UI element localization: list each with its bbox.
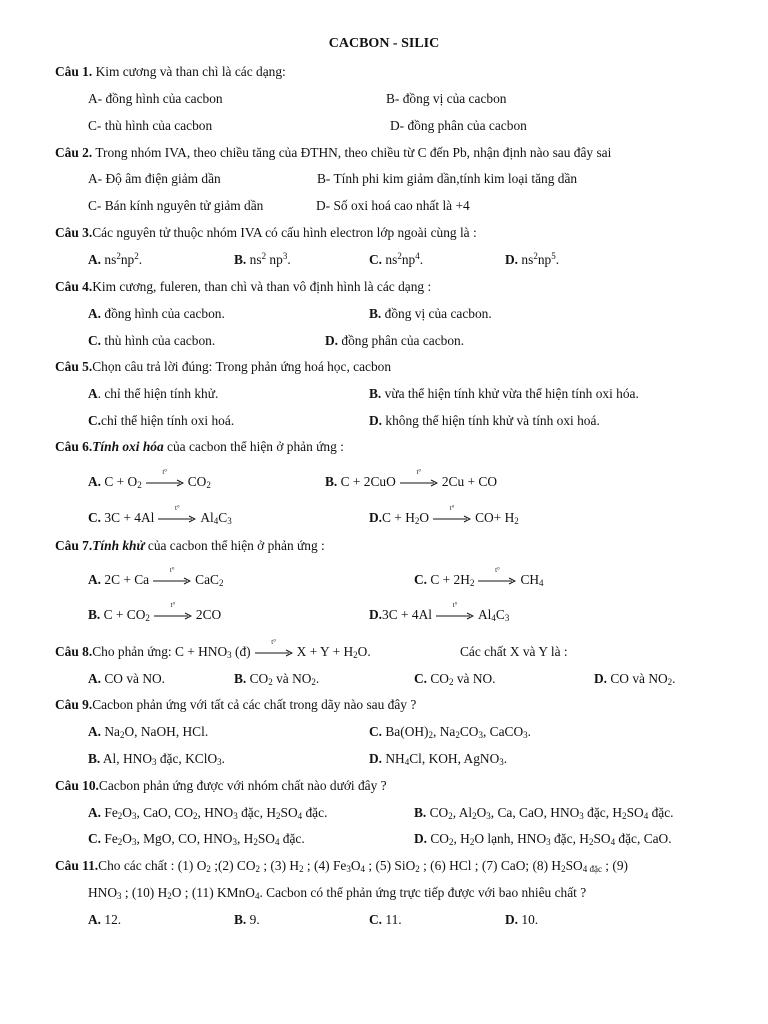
question-text: Trong nhóm IVA, theo chiều tăng của ĐTHN, theo chiều từ C đến Pb, nhận định nào sau đây sai [92, 145, 612, 160]
q9-option-d[interactable]: D. $NH_4Cl$, KOH, AgNO$_3$. [369, 751, 508, 767]
q10-option-b[interactable]: B. $CO_2$, $Al_2O_3$, Ca, CaO, $HNO_3$ đặc, $H_2SO_4$ đặc. [414, 805, 674, 821]
question-11-continued: $HNO_3$ ; (10) $H_2O$ ; (11) KMnO$_4$. Cacbon có thể phản ứng trực tiếp được với bao nhiêu chất ? [88, 885, 587, 901]
question-3 [55, 225, 477, 241]
q2-option-c[interactable]: C- Bán kính nguyên tử giảm dần [88, 198, 264, 213]
q11-option-c[interactable]: C. 11. [369, 912, 402, 927]
question-text: Cacbon phản ứng được với nhóm chất nào dưới đây ? [98, 778, 387, 793]
reaction-arrow-icon: t° [146, 477, 184, 489]
q10-option-c[interactable]: C. $Fe_2O_3$, MgO, CO, $HNO_3$, $H_2SO_4$ đặc. [88, 831, 305, 847]
q8-option-b[interactable]: B. $CO_2$ và $NO_2$. [234, 671, 320, 687]
question-text: Các nguyên tử thuộc nhóm IVA có cấu hình electron lớp ngoài cùng là : [92, 225, 477, 240]
question-5 [55, 359, 391, 375]
question-label: Câu 11. [55, 858, 99, 873]
question-9 [55, 697, 416, 713]
reaction-arrow-icon: t° [400, 477, 438, 489]
q7-option-d[interactable]: D.3C + 4Al t° $Al_4C_3$ [369, 600, 510, 623]
q6-option-d[interactable]: $D.C + H_2O$ t° $CO+ H_2$ [369, 503, 519, 526]
question-7 [55, 538, 325, 554]
question-11: Câu 11.Cho các chất : (1) $O_2$ ;(2) $CO_2$ ; (3) $H_2$ ; (4) $Fe_3O_4$ ; (5) SiO$_2$ ; (6) HCl ; (7) CaO; (8) $H_2SO_{4 đặc}$ ; (9) [55, 858, 628, 874]
q8-option-a[interactable]: A. CO và NO. [88, 671, 166, 686]
q9-option-c[interactable]: C. $Ba(OH)_2$, $Na_2CO_3$, CaCO$_3$. [369, 724, 531, 740]
question-emphasis: Tính oxi hóa [92, 439, 164, 454]
q3-option-d[interactable]: D. $ns^2np^5$. [505, 251, 560, 267]
question-text: Kim cương, fuleren, than chì và than vô định hình là các dạng : [92, 279, 432, 294]
question-4 [55, 279, 431, 295]
reaction-arrow-icon: t° [478, 575, 516, 587]
q3-option-c[interactable]: C. $ns^2np^4$. [369, 251, 424, 267]
q8-option-c[interactable]: C. $CO_2$ và NO. [414, 671, 496, 687]
question-label: Câu 6. [55, 439, 93, 454]
question-text: của cacbon thể hiện ở phản ứng : [163, 439, 344, 454]
question-label: Câu 2. [55, 145, 93, 160]
question-label: Câu 9. [55, 697, 93, 712]
q6-option-c[interactable]: C. 3C + 4Al t° $Al_4C_3$ [88, 503, 232, 526]
reaction-arrow-icon: t° [433, 513, 471, 525]
q4-option-b[interactable]: B. đồng vị của cacbon. [369, 306, 492, 321]
q1-option-b[interactable]: B- đồng vị của cacbon [386, 91, 507, 106]
q11-option-b[interactable]: B. 9. [234, 912, 260, 927]
q7-option-c[interactable]: C. $C + 2H_2$ t° $CH_4$ [414, 565, 544, 588]
q1-option-c[interactable]: C- thù hình của cacbon [88, 118, 213, 133]
question-1 [55, 64, 286, 80]
page-title: CACBON - SILIC [328, 36, 440, 51]
question-label: Câu 7. [55, 538, 93, 553]
q5-option-a[interactable]: A. chỉ thể hiện tính khử. [88, 386, 219, 401]
q3-option-a[interactable]: A. $ns^2np^2$. [88, 251, 143, 267]
question-text: của cacbon thể hiện ở phản ứng : [144, 538, 325, 553]
question-2 [55, 145, 611, 161]
q11-option-a[interactable]: A. 12. [88, 912, 122, 927]
question-label: Câu 1. [55, 64, 93, 79]
reaction-arrow-icon: t° [255, 647, 293, 659]
q3-option-b[interactable]: B. $ns^2$ $np^3$. [234, 251, 291, 267]
q5-option-d[interactable]: D. không thể hiện tính khử và tính oxi hoá. [369, 413, 600, 428]
question-label: Câu 8. [55, 644, 93, 659]
question-label: Câu 5. [55, 359, 93, 374]
reaction-arrow-icon: t° [154, 610, 192, 622]
q6-option-a[interactable]: A. $C + O_2$ t° $CO_2$ [88, 467, 211, 490]
question-text: Cacbon phản ứng với tất cả các chất trong dãy nào sau đây ? [92, 697, 417, 712]
question-label: Câu 4. [55, 279, 93, 294]
q10-option-d[interactable]: D. $CO_2$, $H_2O$ lạnh, $HNO_3$ đặc, $H_2SO_4$ đặc, CaO. [414, 831, 672, 847]
reaction-arrow-icon: t° [153, 575, 191, 587]
q6-option-b[interactable]: B. C + 2CuO t° 2Cu + CO [325, 467, 497, 489]
q1-option-d[interactable]: D- đồng phân của cacbon [390, 118, 527, 133]
q9-option-a[interactable]: A. $Na_2O$, NaOH, HCl. [88, 724, 209, 740]
q4-option-d[interactable]: D. đồng phân của cacbon. [325, 333, 465, 348]
q11-option-d[interactable]: D. 10. [505, 912, 539, 927]
q2-option-b[interactable]: B- Tính phi kim giảm dần,tính kim loại tăng dần [317, 171, 578, 186]
q8-option-d[interactable]: D. CO và $NO_2$. [594, 671, 676, 687]
q10-option-a[interactable]: A. $Fe_2O_3$, CaO, $CO_2$, $HNO_3$ đặc, $H_2SO_4$ đặc. [88, 805, 328, 821]
reaction-arrow-icon: t° [158, 513, 196, 525]
question-emphasis: Tính khử [92, 538, 145, 553]
question-text: Chọn câu trả lời đúng: Trong phản ứng hoá học, cacbon [92, 359, 392, 374]
q5-option-b[interactable]: B. vừa thể hiện tính khử vừa thể hiện tính oxi hóa. [369, 386, 639, 401]
q8-question-tail: Các chất X và Y là : [460, 644, 568, 659]
q7-option-a[interactable]: A. 2C + Ca t° CaC$_2$ [88, 565, 224, 588]
q4-option-c[interactable]: C. thù hình của cacbon. [88, 333, 216, 348]
q5-option-c[interactable]: C.chỉ thể hiện tính oxi hoá. [88, 413, 235, 428]
question-text: Kim cương và than chì là các dạng: [92, 64, 286, 79]
question-10 [55, 778, 387, 794]
q7-option-b[interactable]: B. $C + CO_2$ t° 2CO [88, 600, 222, 623]
q2-option-a[interactable]: A- Độ âm điện giảm dần [88, 171, 221, 186]
q4-option-a[interactable]: A. đồng hình của cacbon. [88, 306, 225, 321]
q1-option-a[interactable]: A- đồng hình của cacbon [88, 91, 223, 106]
reaction-arrow-icon: t° [436, 610, 474, 622]
q2-option-d[interactable]: D- Số oxi hoá cao nhất là +4 [316, 198, 470, 213]
question-label: Câu 3. [55, 225, 93, 240]
question-8: Câu 8.Cho phản ứng: $C + HNO_3$ (đ) t° $X + Y + H_2O$. [55, 637, 371, 660]
q9-option-b[interactable]: B. Al, $HNO_3$ đặc, KClO$_3$. [88, 751, 225, 767]
question-label: Câu 10. [55, 778, 99, 793]
question-6 [55, 439, 344, 455]
